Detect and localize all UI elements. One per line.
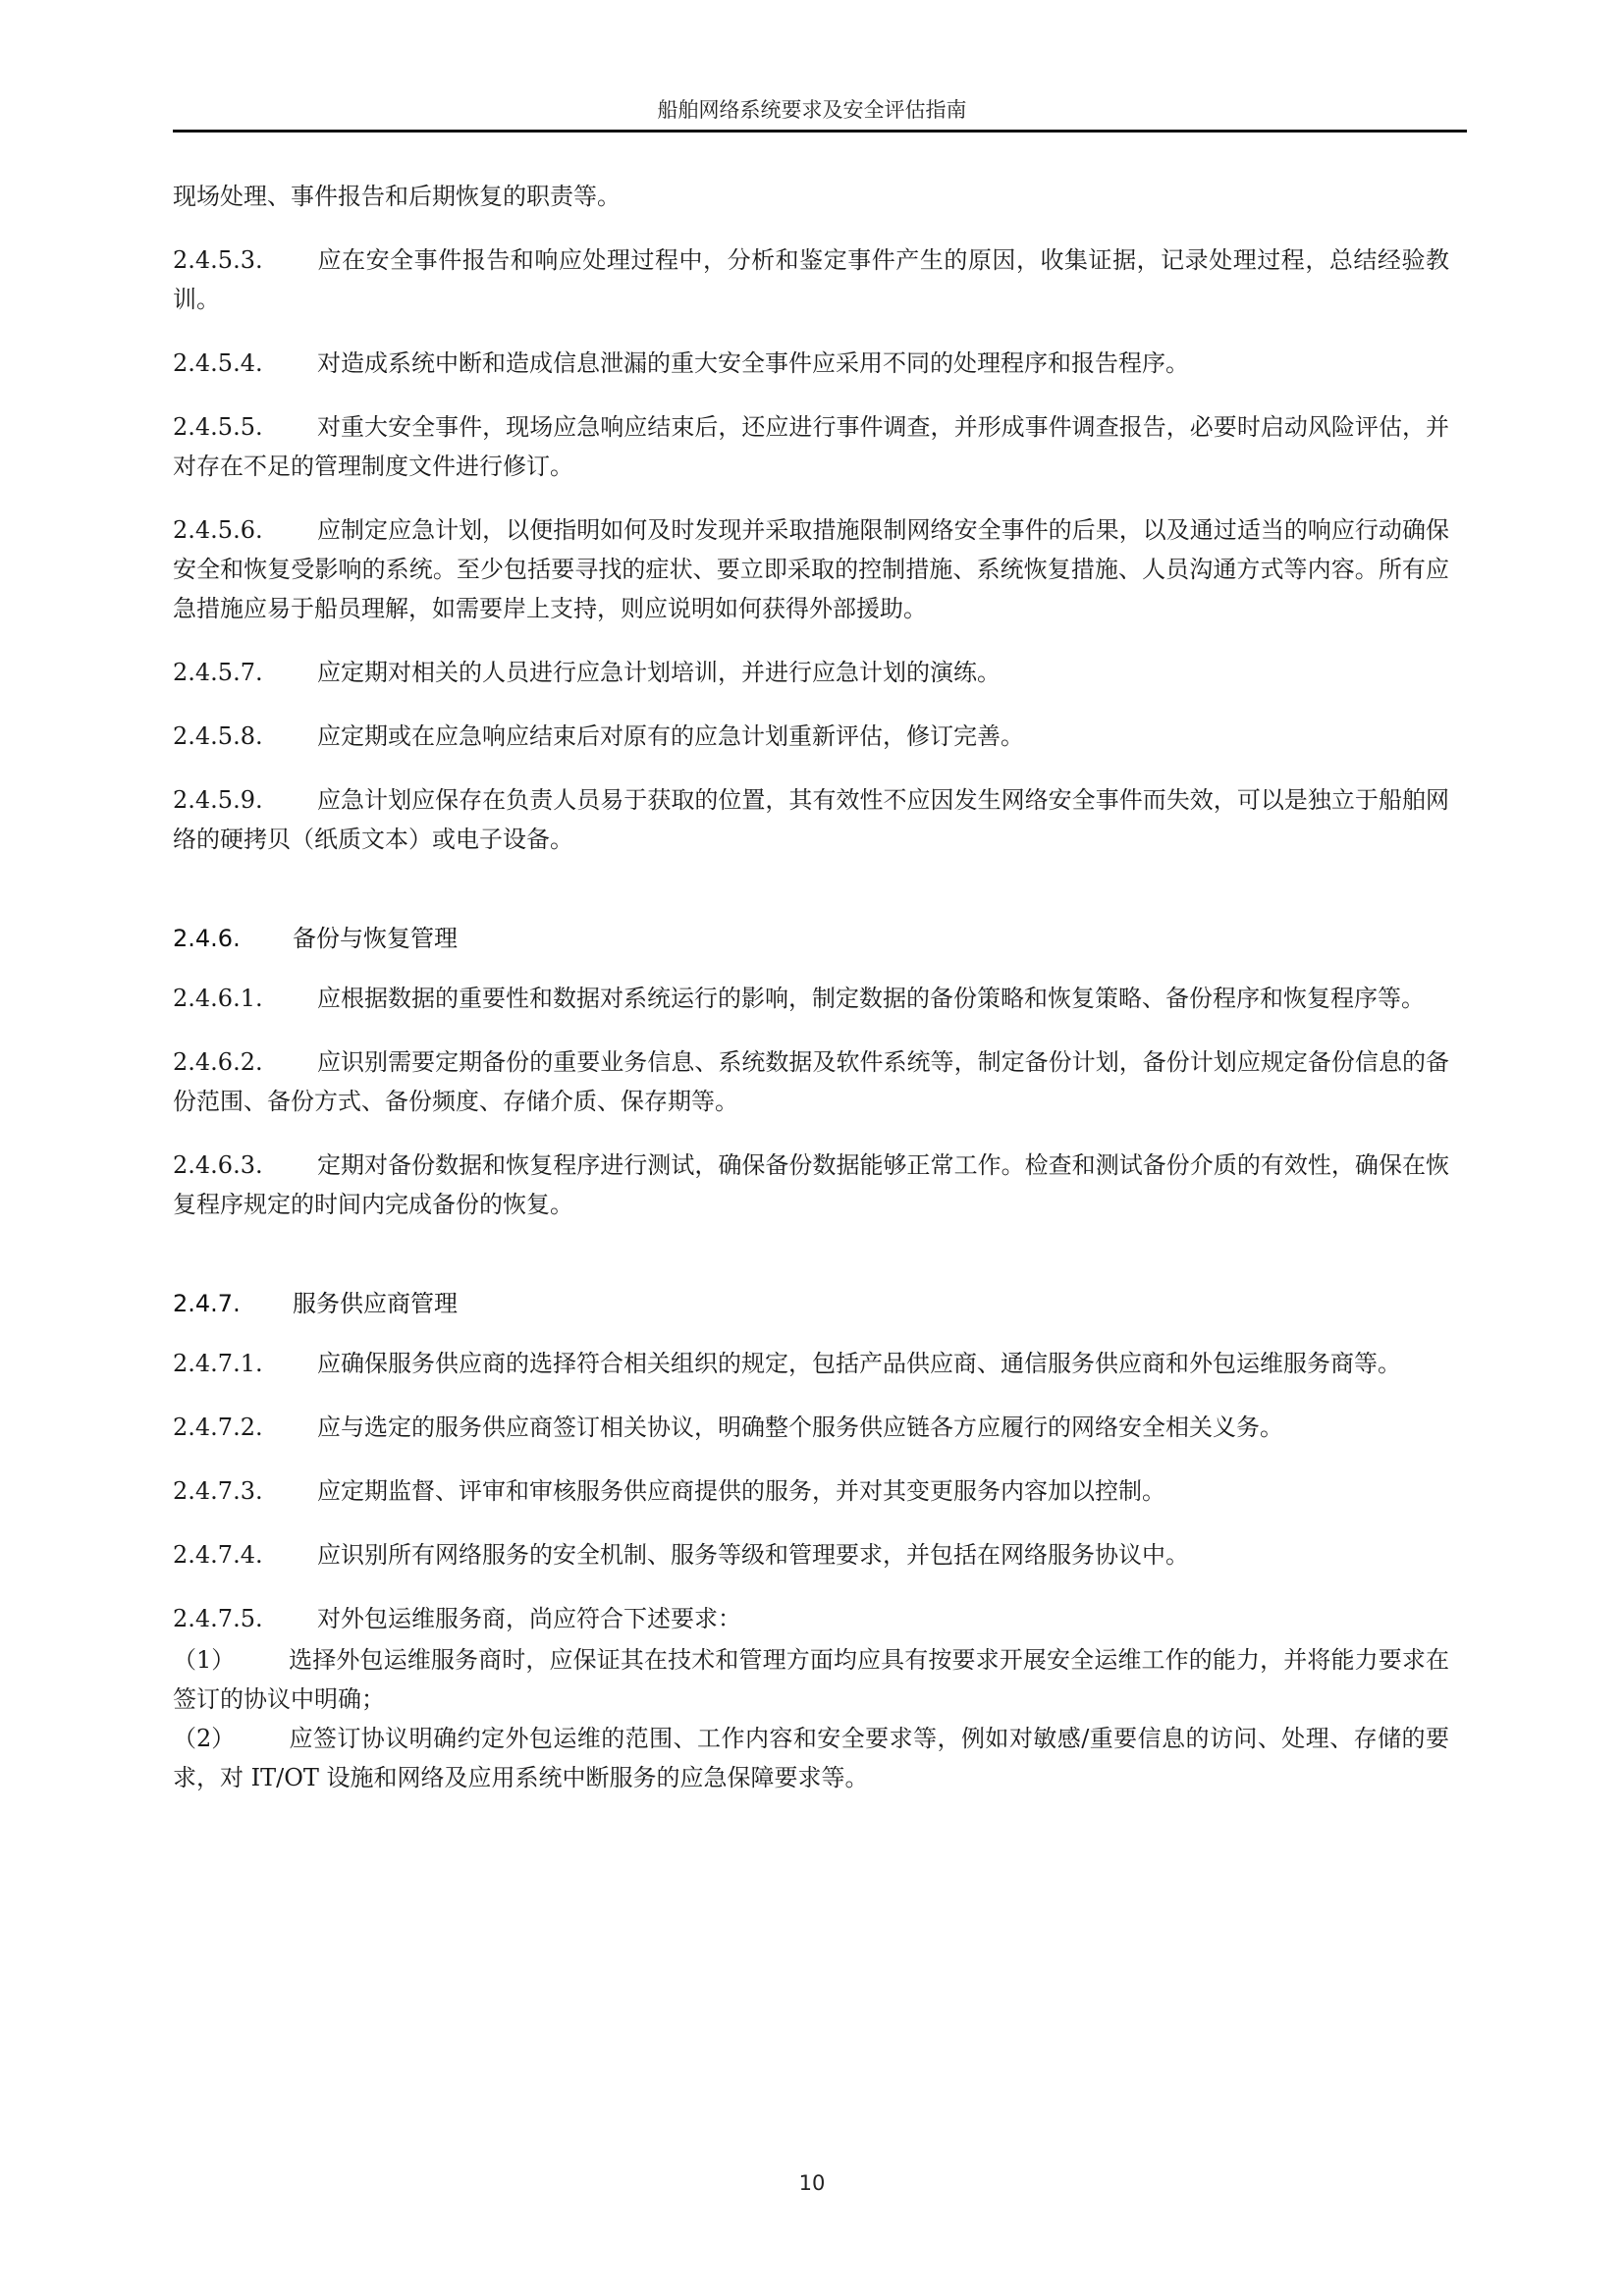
- section-title: 备份与恢复管理: [293, 925, 458, 952]
- clause-2-4-5-6: [173, 510, 1449, 628]
- clause-text: 应确保服务供应商的选择符合相关组织的规定，包括产品供应商、通信服务供应商和外包运维服务商等。: [317, 1350, 1401, 1377]
- clause-text: 应在安全事件报告和响应处理过程中，分析和鉴定事件产生的原因，收集证据，记录处理过程，总结经验教训。: [173, 246, 1449, 313]
- section-heading-2-4-7: [173, 1287, 1449, 1320]
- clause-2-4-5-8: [173, 717, 1449, 756]
- clause-2-4-7-3: [173, 1471, 1449, 1511]
- continuation-paragraph: 现场处理、事件报告和后期恢复的职责等。: [173, 183, 621, 210]
- clause-number: 2.4.5.6.: [173, 516, 263, 544]
- clause-number: 2.4.7.1.: [173, 1350, 263, 1377]
- item-number: （2）: [173, 1725, 236, 1752]
- requirement-item-2: [173, 1719, 1449, 1797]
- clause-number: 2.4.7.3.: [173, 1477, 263, 1505]
- clause-number: 2.4.7.4.: [173, 1541, 263, 1569]
- clause-number: 2.4.7.5.: [173, 1605, 263, 1632]
- clause-2-4-5-7: [173, 653, 1449, 692]
- clause-text: 对重大安全事件，现场应急响应结束后，还应进行事件调查，并形成事件调查报告，必要时启动风险评估，并对存在不足的管理制度文件进行修订。: [173, 413, 1449, 480]
- clause-number: 2.4.5.8.: [173, 722, 263, 750]
- section-title: 服务供应商管理: [293, 1290, 458, 1317]
- running-header: 船舶网络系统要求及安全评估指南: [657, 98, 967, 122]
- page-number: 10: [798, 2171, 826, 2195]
- clause-2-4-7-4: [173, 1535, 1449, 1575]
- clause-text: 应急计划应保存在负责人员易于获取的位置，其有效性不应因发生网络安全事件而失效，可以是独立于船舶网络的硬拷贝（纸质文本）或电子设备。: [173, 786, 1449, 853]
- requirement-list: [173, 1640, 1449, 1797]
- item-text: 应签订协议明确约定外包运维的范围、工作内容和安全要求等，例如对敏感/重要信息的访问、处理、存储的要求，对 IT/OT 设施和网络及应用系统中断服务的应急保障要求等。: [173, 1725, 1449, 1791]
- clause-2-4-7-2: [173, 1408, 1449, 1447]
- clause-text: 应定期监督、评审和审核服务供应商提供的服务，并对其变更服务内容加以控制。: [317, 1477, 1165, 1505]
- clause-2-4-5-3: [173, 240, 1449, 319]
- section-number: 2.4.7.: [173, 1290, 241, 1317]
- clause-number: 2.4.7.2.: [173, 1414, 263, 1441]
- clause-text: 应定期对相关的人员进行应急计划培训，并进行应急计划的演练。: [317, 659, 1001, 686]
- clause-number: 2.4.5.5.: [173, 413, 263, 441]
- clause-text: 应识别所有网络服务的安全机制、服务等级和管理要求，并包括在网络服务协议中。: [317, 1541, 1189, 1569]
- clause-text: 应制定应急计划，以便指明如何及时发现并采取措施限制网络安全事件的后果，以及通过适当的响应行动确保安全和恢复受影响的系统。至少包括要寻找的症状、要立即采取的控制措施、系统恢复措施、人员沟通方式等内容。所有应急措施应易于船员理解，如需要岸上支持，则应说明如何获得外部援助。: [173, 516, 1449, 622]
- clause-text: 对外包运维服务商，尚应符合下述要求：: [317, 1605, 741, 1632]
- clause-2-4-6-3: [173, 1146, 1449, 1224]
- item-text: 选择外包运维服务商时，应保证其在技术和管理方面均应具有按要求开展安全运维工作的能力，并将能力要求在签订的协议中明确；: [173, 1646, 1449, 1713]
- clause-2-4-5-4: [173, 344, 1449, 383]
- clause-text: 应识别需要定期备份的重要业务信息、系统数据及软件系统等，制定备份计划，备份计划应规定备份信息的备份范围、备份方式、备份频度、存储介质、保存期等。: [173, 1048, 1449, 1115]
- clause-2-4-5-5: [173, 407, 1449, 486]
- page-body: [173, 177, 1449, 1797]
- header-divider: [173, 130, 1467, 133]
- clause-2-4-7-1: [173, 1344, 1449, 1383]
- clause-2-4-5-9: [173, 780, 1449, 859]
- clause-number: 2.4.6.1.: [173, 985, 263, 1012]
- item-number: （1）: [173, 1646, 236, 1674]
- clause-number: 2.4.5.9.: [173, 786, 263, 814]
- clause-text: 应根据数据的重要性和数据对系统运行的影响，制定数据的备份策略和恢复策略、备份程序和恢复程序等。: [317, 985, 1425, 1012]
- clause-text: 应与选定的服务供应商签订相关协议，明确整个服务供应链各方应履行的网络安全相关义务。: [317, 1414, 1283, 1441]
- clause-number: 2.4.6.3.: [173, 1151, 263, 1179]
- clause-text: 应定期或在应急响应结束后对原有的应急计划重新评估，修订完善。: [317, 722, 1024, 750]
- clause-text: 定期对备份数据和恢复程序进行测试，确保备份数据能够正常工作。检查和测试备份介质的有效性，确保在恢复程序规定的时间内完成备份的恢复。: [173, 1151, 1449, 1218]
- clause-2-4-6-1: [173, 979, 1449, 1018]
- clause-number: 2.4.5.4.: [173, 349, 263, 377]
- clause-number: 2.4.6.2.: [173, 1048, 263, 1076]
- requirement-item-1: [173, 1640, 1449, 1719]
- clause-number: 2.4.5.3.: [173, 246, 263, 274]
- clause-2-4-7-5: [173, 1599, 1449, 1638]
- clause-text: 对造成系统中断和造成信息泄漏的重大安全事件应采用不同的处理程序和报告程序。: [317, 349, 1189, 377]
- section-number: 2.4.6.: [173, 925, 241, 952]
- section-heading-2-4-6: [173, 922, 1449, 955]
- clause-2-4-6-2: [173, 1042, 1449, 1121]
- clause-number: 2.4.5.7.: [173, 659, 263, 686]
